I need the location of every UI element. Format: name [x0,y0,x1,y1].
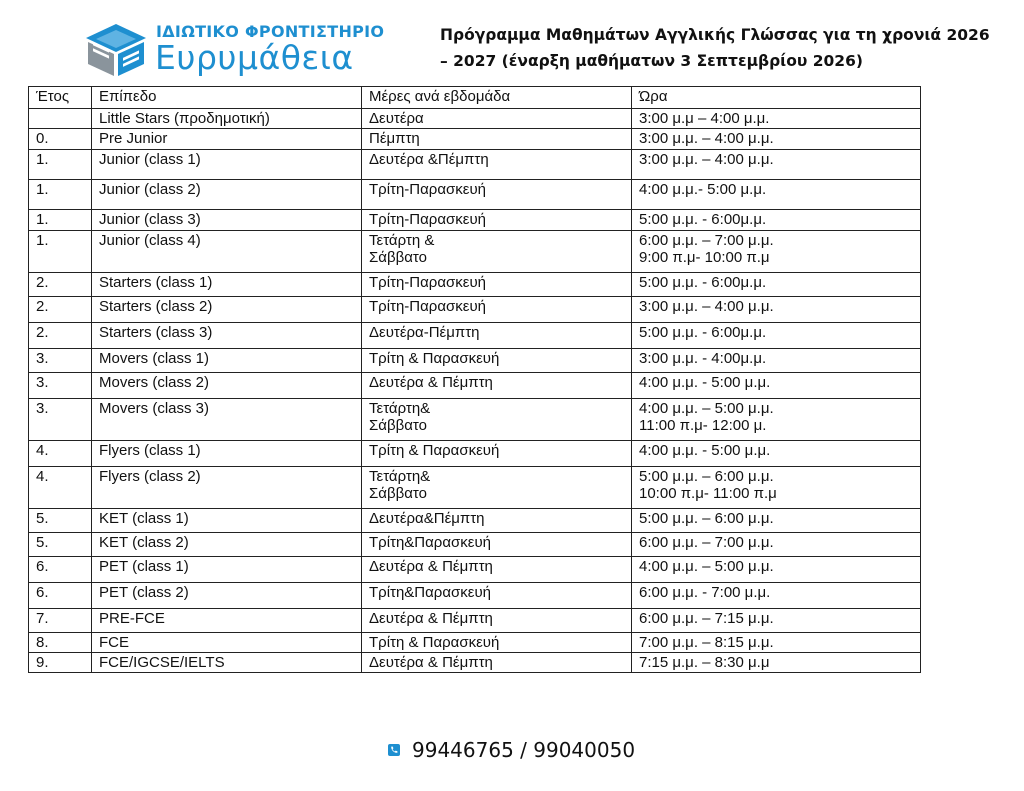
cell-days: Τρίτη&Παρασκευή [362,533,632,557]
cell-time: 6:00 μ.μ. – 7:00 μ.μ. 9:00 π.μ- 10:00 π.μ [632,231,921,273]
cell-days: Δευτέρα & Πέμπτη [362,653,632,673]
table-row [29,557,921,583]
cell-level: Starters (class 2) [92,297,362,323]
cell-time: 5:00 μ.μ. - 6:00μ.μ. [632,323,921,349]
cell-year: 4. [29,441,92,467]
cell-level: Movers (class 2) [92,373,362,399]
cell-level: Starters (class 1) [92,273,362,297]
cell-time: 4:00 μ.μ. – 5:00 μ.μ. 11:00 π.μ- 12:00 μ. [632,399,921,441]
phone-numbers: 99446765 / 99040050 [412,738,636,762]
cell-year: 1. [29,150,92,180]
cell-days: Δευτέρα & Πέμπτη [362,609,632,633]
cell-year: 3. [29,373,92,399]
cell-time: 7:00 μ.μ. – 8:15 μ.μ. [632,633,921,653]
cell-days: Τρίτη & Παρασκευή [362,441,632,467]
table-row [29,633,921,653]
cell-days: Τρίτη-Παρασκευή [362,297,632,323]
table-row [29,441,921,467]
logo [84,20,414,80]
cell-days: Δευτέρα & Πέμπτη [362,557,632,583]
cell-time: 5:00 μ.μ. - 6:00μ.μ. [632,210,921,231]
table-row [29,399,921,441]
cell-time: 4:00 μ.μ. - 5:00 μ.μ. [632,441,921,467]
cell-year: 8. [29,633,92,653]
cell-year: 3. [29,349,92,373]
table-row [29,373,921,399]
cell-level: FCE/IGCSE/IELTS [92,653,362,673]
phone-icon [388,744,400,756]
schedule-body [29,109,921,673]
logo-name: Ευρυμάθεια [155,38,354,77]
cell-time: 6:00 μ.μ. – 7:15 μ.μ. [632,609,921,633]
table-row [29,653,921,673]
cell-time: 5:00 μ.μ. – 6:00 μ.μ. 10:00 π.μ- 11:00 π.μ [632,467,921,509]
cell-year: 2. [29,297,92,323]
cell-year: 7. [29,609,92,633]
cell-days: Δευτέρα [362,109,632,129]
cell-year: 1. [29,231,92,273]
cell-year: 6. [29,583,92,609]
cell-time: 4:00 μ.μ. - 5:00 μ.μ. [632,373,921,399]
table-row [29,467,921,509]
cell-days: Δευτέρα & Πέμπτη [362,373,632,399]
cell-level: KET (class 1) [92,509,362,533]
cell-year: 5. [29,509,92,533]
table-row [29,583,921,609]
cell-days: Δευτέρα-Πέμπτη [362,323,632,349]
cell-level: FCE [92,633,362,653]
cell-days: Δευτέρα&Πέμπτη [362,509,632,533]
table-row [29,150,921,180]
cell-year: 2. [29,273,92,297]
cell-level: PET (class 1) [92,557,362,583]
table-row [29,210,921,231]
cell-year: 2. [29,323,92,349]
cell-year: 0. [29,129,92,150]
cell-year: 1. [29,210,92,231]
column-header-time: Ώρα [632,87,921,109]
cell-time: 7:15 μ.μ. – 8:30 μ.μ [632,653,921,673]
cell-level: Junior (class 4) [92,231,362,273]
cell-time: 3:00 μ.μ – 4:00 μ.μ. [632,109,921,129]
cell-time: 4:00 μ.μ. – 5:00 μ.μ. [632,557,921,583]
table-header-row [29,87,921,109]
cell-level: Junior (class 2) [92,180,362,210]
cell-time: 6:00 μ.μ. - 7:00 μ.μ. [632,583,921,609]
cell-days: Τετάρτη & Σάββατο [362,231,632,273]
cell-level: Junior (class 1) [92,150,362,180]
table-row [29,533,921,557]
table-row [29,297,921,323]
cell-time: 3:00 μ.μ. – 4:00 μ.μ. [632,150,921,180]
table-row [29,509,921,533]
cell-days: Τρίτη&Παρασκευή [362,583,632,609]
logo-subtitle: ΙΔΙΩΤΙΚΟ ΦΡΟΝΤΙΣΤΗΡΙΟ [156,22,385,41]
column-header-days: Μέρες ανά εβδομάδα [362,87,632,109]
cell-time: 4:00 μ.μ.- 5:00 μ.μ. [632,180,921,210]
cell-level: Little Stars (προδημοτική) [92,109,362,129]
cell-days: Τετάρτη& Σάββατο [362,467,632,509]
cell-year [29,109,92,129]
page-title: Πρόγραμμα Μαθημάτων Αγγλικής Γλώσσας για τη χρονιά 2026 – 2027 (έναρξη μαθήματων 3 Σεπτεμβρίου 2026) [440,26,990,70]
cell-level: PRE-FCE [92,609,362,633]
cell-level: Movers (class 3) [92,399,362,441]
cell-level: Movers (class 1) [92,349,362,373]
cell-time: 6:00 μ.μ. – 7:00 μ.μ. [632,533,921,557]
table-row [29,609,921,633]
cell-time: 3:00 μ.μ. – 4:00 μ.μ. [632,297,921,323]
cell-level: PET (class 2) [92,583,362,609]
cell-days: Τρίτη & Παρασκευή [362,349,632,373]
table-row [29,349,921,373]
cell-days: Τρίτη-Παρασκευή [362,210,632,231]
contact [388,735,635,765]
cell-time: 3:00 μ.μ. – 4:00 μ.μ. [632,129,921,150]
cell-time: 5:00 μ.μ. – 6:00 μ.μ. [632,509,921,533]
cell-days: Τρίτη-Παρασκευή [362,273,632,297]
cell-level: Flyers (class 2) [92,467,362,509]
cell-days: Τρίτη-Παρασκευή [362,180,632,210]
cell-level: Flyers (class 1) [92,441,362,467]
cell-level: Starters (class 3) [92,323,362,349]
table-row [29,231,921,273]
table-row [29,129,921,150]
book-building-icon [84,22,148,78]
cell-year: 4. [29,467,92,509]
cell-level: Junior (class 3) [92,210,362,231]
cell-days: Πέμπτη [362,129,632,150]
cell-level: KET (class 2) [92,533,362,557]
cell-time: 3:00 μ.μ. - 4:00μ.μ. [632,349,921,373]
cell-year: 5. [29,533,92,557]
schedule-table [28,86,921,673]
table-row [29,323,921,349]
cell-year: 6. [29,557,92,583]
cell-days: Τρίτη & Παρασκευή [362,633,632,653]
table-row [29,273,921,297]
cell-year: 9. [29,653,92,673]
table-row [29,109,921,129]
cell-year: 3. [29,399,92,441]
cell-time: 5:00 μ.μ. - 6:00μ.μ. [632,273,921,297]
table-row [29,180,921,210]
cell-year: 1. [29,180,92,210]
column-header-year: Έτος [29,87,92,109]
cell-days: Τετάρτη& Σάββατο [362,399,632,441]
column-header-level: Επίπεδο [92,87,362,109]
cell-level: Pre Junior [92,129,362,150]
cell-days: Δευτέρα &Πέμπτη [362,150,632,180]
